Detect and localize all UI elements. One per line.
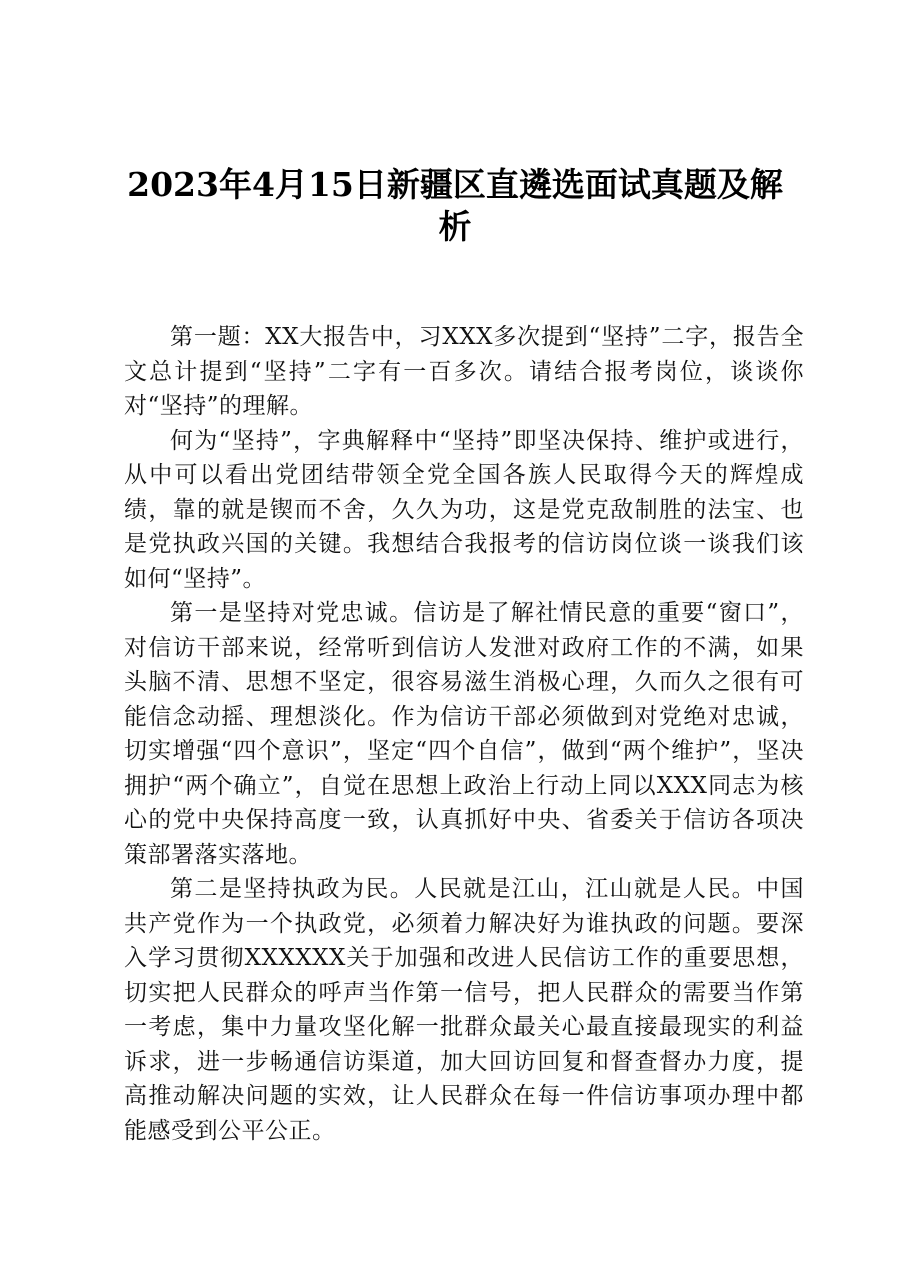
document-title-line-2: 析 [438,207,472,246]
document-title-line-1: 2023年4月15日新疆区直遴选面试真题及解 [127,165,783,204]
paragraph-point-1: 第一是坚持对党忠诚。信访是了解社情民意的重要“窗口”，对信访干部来说，经常听到信访人发泄对政府工作的不满，如果头脑不清、思想不坚定，很容易滋生消极心理，久而久之很有可能信念动摇、理想淡化。作为信访干部必须做到对党绝对忠诚，切实增强“四个意识”，坚定“四个自信”，做到“两个维护”，坚决拥护“两个确立”，自觉在思想上政治上行动上同以XXX同志为核心的党中央保持高度一致，认真抓好中央、省委关于信访各项决策部署落实落地。 [124,600,804,868]
document-body [124,320,804,1148]
paragraph-question-1: 第一题：XX大报告中，习XXX多次提到“坚持”二字，报告全文总计提到“坚持”二字有一百多次。请结合报考岗位，谈谈你对“坚持”的理解。 [124,324,804,419]
paragraph-point-2: 第二是坚持执政为民。人民就是江山，江山就是人民。中国共产党作为一个执政党，必须着力解决好为谁执政的问题。要深入学习贯彻XXXXXX关于加强和改进人民信访工作的重要思想，切实把人民群众的呼声当作第一信号，把人民群众的需要当作第一考虑，集中力量攻坚化解一批群众最关心最直接最现实的利益诉求，进一步畅通信访渠道，加大回访回复和督查督办力度，提高推动解决问题的实效，让人民群众在每一件信访事项办理中都能感受到公平公正。 [124,876,804,1144]
paragraph-definition: 何为“坚持”，字典解释中“坚持”即坚决保持、维护或进行，从中可以看出党团结带领全党全国各族人民取得今天的辉煌成绩，靠的就是锲而不舍，久久为功，这是党克敌制胜的法宝、也是党执政兴国的关键。我想结合我报考的信访岗位谈一谈我们该如何“坚持”。 [124,427,804,592]
